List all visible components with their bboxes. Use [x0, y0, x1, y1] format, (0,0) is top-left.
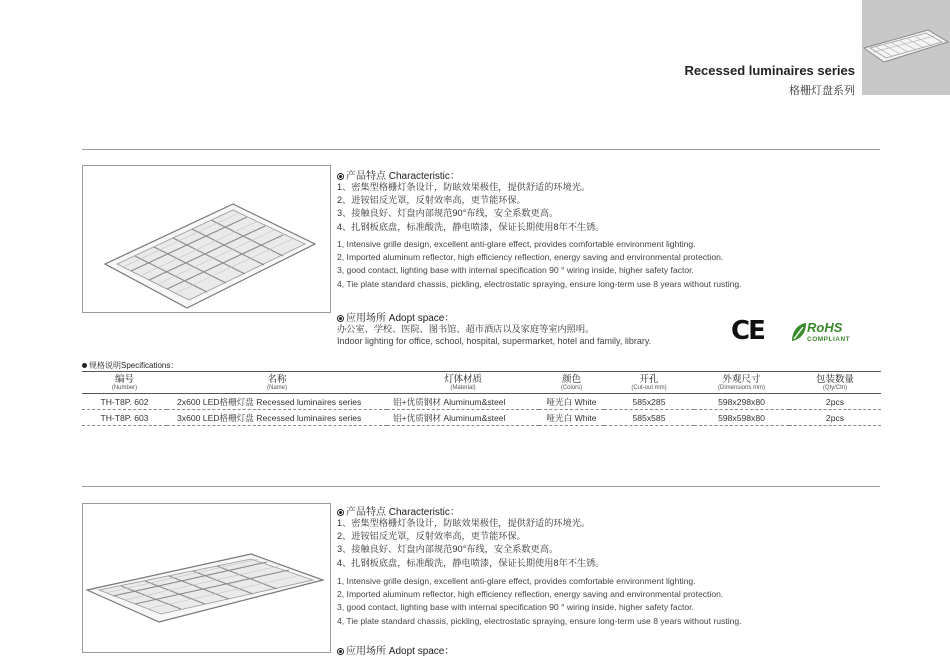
rohs-compliant-text: COMPLIANT [807, 336, 851, 343]
bullet-icon [337, 173, 344, 180]
feature-en-line: 4, Tie plate standard chassis, pickling, electrostatic spraying, ensure long-term use 8 years without rusting. [337, 278, 742, 289]
corner-product-thumbnail [862, 0, 950, 95]
feature-cn-line: 2、进铵铝反光罩，反射效率高，更节能环保。 [337, 531, 526, 542]
cell-color: 哑光白 White [539, 394, 604, 410]
feature-en-line: 3, good contact, lighting base with internal specification 90 ° wiring inside, higher safety factor. [337, 265, 694, 276]
cell-color: 哑光白 White [539, 410, 604, 426]
luminaire-thumbnail-image [862, 0, 950, 95]
col-cutout: 开孔 (Cut-out mm) [604, 372, 694, 394]
cell-number: TH-T8P. 603 [82, 410, 167, 426]
series-title-en: Recessed luminaires series [684, 63, 855, 78]
cell-name: 3x600 LED格栅灯盘 Recessed luminaires series [167, 410, 387, 426]
cell-qty: 2pcs [789, 394, 881, 410]
features-cn [337, 517, 604, 570]
table-row [82, 410, 881, 426]
feature-en-line: 2, Imported aluminum reflector, high efficiency reflection, energy saving and environmental protection. [337, 589, 724, 600]
feature-cn-line: 4、扎钢板底盘，标准酸洗，静电喷漆，保证长期使用8年不生锈。 [337, 557, 605, 568]
adopt-space-cn: 办公室、学校、医院、图书馆、超市酒店以及家庭等室内照明。 [337, 324, 595, 334]
feature-en-line: 4, Tie plate standard chassis, pickling, electrostatic spraying, ensure long-term use 8 years without rusting. [337, 615, 742, 626]
product-photo [82, 503, 331, 653]
features-cn [337, 181, 604, 234]
feature-cn-line: 1、密集型格栅灯条设计，防眩效果极佳，提供舒适的环境光。 [337, 518, 591, 528]
bullet-icon [337, 509, 344, 516]
feature-en-line: 1, Intensive grille design, excellent anti-glare effect, provides comfortable environment lighting. [337, 576, 696, 586]
cell-material: 铝+优质钢材 Aluminum&steel [387, 410, 539, 426]
feature-cn-line: 3、接触良好、灯盘内部规范90°布线，安全系数更高。 [337, 208, 559, 219]
characteristic-heading: 产品特点 Characteristic： [337, 503, 460, 518]
ce-mark-logo: CE [731, 316, 764, 346]
cell-qty: 2pcs [789, 410, 881, 426]
cell-name: 2x600 LED格栅灯盘 Recessed luminaires series [167, 394, 387, 410]
col-number: 编号 (Number) [82, 372, 167, 394]
bullet-icon [82, 363, 87, 368]
col-name: 名称 (Name) [167, 372, 387, 394]
feature-en-line: 3, good contact, lighting base with internal specification 90 ° wiring inside, higher safety factor. [337, 602, 694, 613]
bullet-icon [337, 648, 344, 655]
features-en [337, 575, 742, 628]
table-header-row [82, 372, 881, 394]
grille-luminaire-image [83, 504, 330, 652]
cell-dimensions: 598x298x80 [694, 394, 789, 410]
col-qty: 包装数量 (Qty/Ctn) [789, 372, 881, 394]
section-divider [82, 486, 880, 487]
col-material: 灯体材质 (Material) [387, 372, 539, 394]
feature-en-line: 2, Imported aluminum reflector, high efficiency reflection, energy saving and environmental protection. [337, 252, 724, 263]
series-title-cn: 格栅灯盘系列 [789, 85, 855, 97]
col-dimensions: 外观尺寸 (Dimensions mm) [694, 372, 789, 394]
adopt-space-heading: 应用场所 Adopt space： [337, 309, 454, 324]
feature-cn-line: 1、密集型格栅灯条设计，防眩效果极佳，提供舒适的环境光。 [337, 182, 591, 192]
cell-cutout: 585x585 [604, 410, 694, 426]
cell-number: TH-T8P. 602 [82, 394, 167, 410]
feature-cn-line: 3、接触良好、灯盘内部规范90°布线，安全系数更高。 [337, 544, 559, 555]
adopt-space-en: Indoor lighting for office, school, hospital, supermarket, hotel and family, library. [337, 336, 652, 346]
table-row [82, 394, 881, 410]
specifications-table [82, 371, 881, 426]
cell-cutout: 585x285 [604, 394, 694, 410]
features-en [337, 238, 742, 291]
col-colors: 颜色 (Colors) [539, 372, 604, 394]
adopt-space-heading: 应用场所 Adopt space： [337, 642, 454, 657]
specifications-label: 规格说明Specifications： [82, 360, 178, 371]
cell-material: 铝+优质钢材 Aluminum&steel [387, 394, 539, 410]
feature-cn-line: 4、扎钢板底盘，标准酸洗，静电喷漆，保证长期使用8年不生锈。 [337, 221, 605, 232]
feature-en-line: 1, Intensive grille design, excellent anti-glare effect, provides comfortable environment lighting. [337, 239, 696, 249]
rohs-leaf-icon [790, 321, 808, 348]
cell-dimensions: 598x598x80 [694, 410, 789, 426]
grille-luminaire-image [83, 166, 330, 312]
feature-cn-line: 2、进铵铝反光罩，反射效率高，更节能环保。 [337, 195, 526, 206]
bullet-icon [337, 315, 344, 322]
rohs-logo-text: RoHS [807, 320, 843, 335]
characteristic-heading: 产品特点 Characteristic： [337, 167, 460, 182]
product-photo [82, 165, 331, 313]
section-divider [82, 149, 880, 150]
